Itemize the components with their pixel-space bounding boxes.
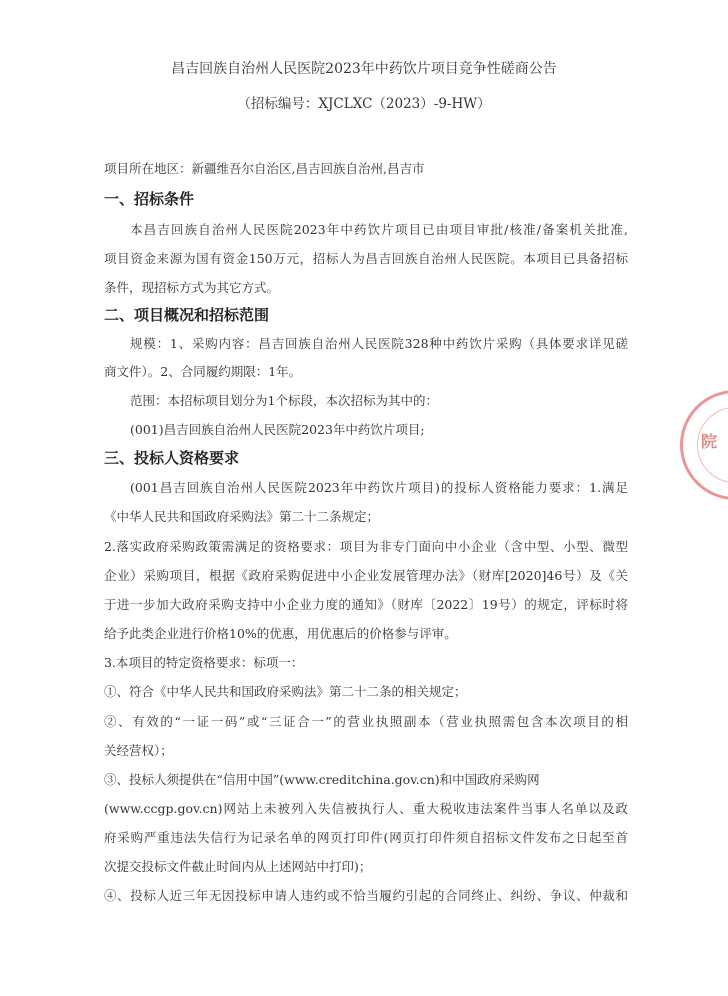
paragraph-line: ④、投标人近三年无因投标申请人违约或不恰当履约引起的合同终止、纠纷、争议、仲裁和 — [104, 888, 628, 903]
paragraph-line: 于进一步加大政府采购支持中小企业力度的通知》（财库〔2022〕19号）的规定，评标时将 — [104, 597, 628, 612]
paragraph-line: 企业）采购项目，根据《政府采购促进中小企业发展管理办法》（财库[2020]46号）及《关 — [104, 568, 628, 583]
paragraph-line: (001)昌吉回族自治州人民医院2023年中药饮片项目; — [130, 422, 425, 437]
section-heading-3: 三、投标人资格要求 — [104, 449, 240, 467]
official-seal-stamp — [680, 390, 728, 500]
paragraph-line: ③、投标人须提供在“信用中国”(www.creditchina.gov.cn)和中国政府采购网 — [104, 772, 540, 787]
paragraph-line: 本昌吉回族自治州人民医院2023年中药饮片项目已由项目审批/核准/备案机关批准, — [130, 222, 628, 237]
paragraph-line: 2.落实政府采购政策需满足的资格要求：项目为非专门面向中小企业（含中型、小型、微型 — [104, 539, 628, 554]
paragraph-line: 给予此类企业进行价格10%的优惠，用优惠后的价格参与评审。 — [104, 626, 457, 641]
paragraph-line: ①、符合《中华人民共和国政府采购法》第二十二条的相关规定； — [104, 684, 467, 699]
paragraph-line: 项目资金来源为国有资金150万元，招标人为昌吉回族自治州人民医院。本项目已具备招标 — [104, 251, 628, 266]
section-heading-1: 一、招标条件 — [104, 190, 195, 208]
paragraph-line: 关经营权）； — [104, 743, 173, 758]
paragraph-line: 条件，现招标方式为其它方式。 — [104, 280, 280, 295]
paragraph-line: 《中华人民共和国政府采购法》第二十二条规定； — [104, 509, 380, 524]
seal-text: 院 — [701, 432, 718, 451]
document-title: 昌吉回族自治州人民医院2023年中药饮片项目竞争性磋商公告 — [171, 61, 557, 77]
paragraph-line: ②、有效的“一证一码”或“三证合一”的营业执照副本（营业执照需包含本次项目的相 — [104, 714, 628, 729]
paragraph-line: 商文件）。2、合同履约期限：1年。 — [104, 364, 302, 379]
paragraph-line: 范围：本招标项目划分为1个标段，本次招标为其中的： — [130, 393, 438, 408]
paragraph-line: 次提交投标文件截止时间内从上述网站中打印)； — [104, 859, 372, 874]
section-heading-2: 二、项目概况和招标范围 — [104, 306, 270, 324]
paragraph-line: 府采购严重违法失信行为记录名单的网页打印件(网页打印件须自招标文件发布之日起至首 — [104, 830, 628, 845]
paragraph-line: 规模：1、采购内容：昌吉回族自治州人民医院328种中药饮片采购（具体要求详见磋 — [130, 336, 628, 351]
paragraph-line: 3.本项目的特定资格要求：标项一： — [104, 655, 304, 670]
project-location: 项目所在地区：新疆维吾尔自治区,昌吉回族自治州,昌吉市 — [104, 161, 425, 176]
paragraph-line: (www.ccgp.gov.cn)网站上未被列入失信被执行人、重大税收违法案件当事人名单以及政 — [104, 801, 628, 816]
paragraph-line: (001昌吉回族自治州人民医院2023年中药饮片项目)的投标人资格能力要求：1.满足 — [130, 480, 628, 495]
document-subtitle: （招标编号：XJCLXC（2023）-9-HW） — [237, 96, 491, 112]
